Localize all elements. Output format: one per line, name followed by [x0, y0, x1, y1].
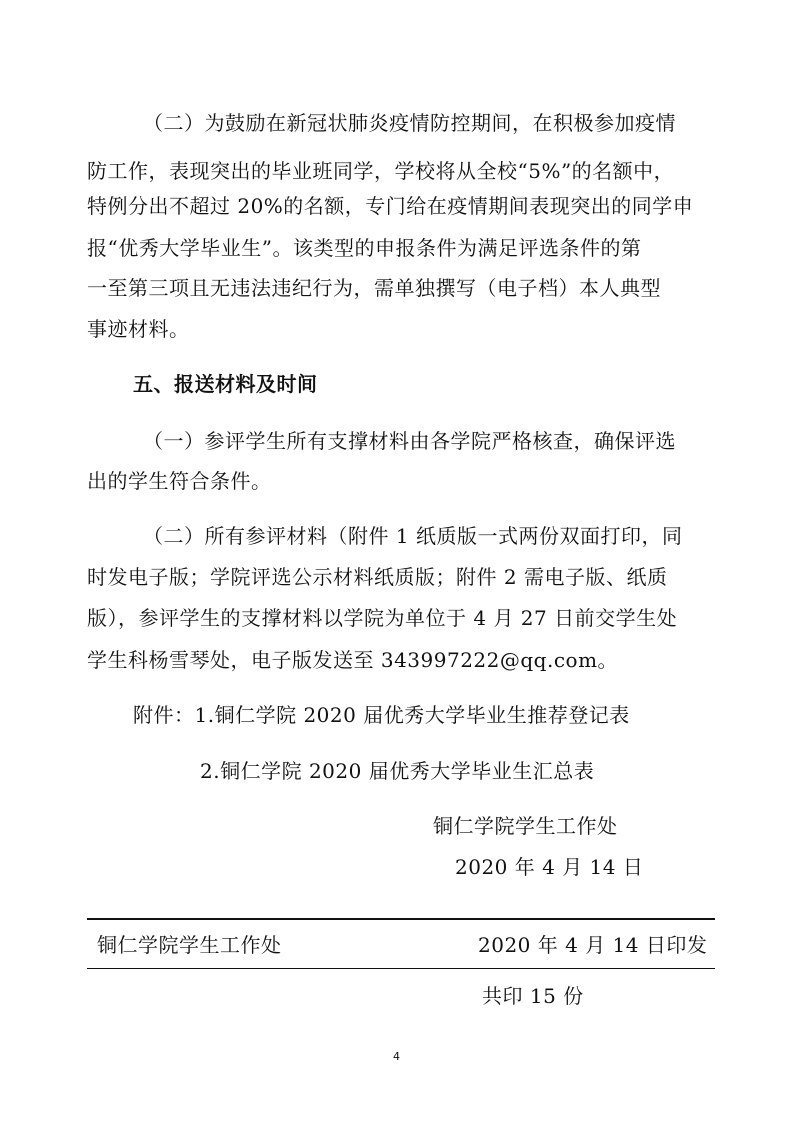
paragraph-line: 防工作，表现突出的毕业班同学，学校将从全校“5%”的名额中， — [87, 159, 675, 183]
paragraph-line: 出的学生符合条件。 — [87, 469, 272, 493]
paragraph-line: 报“优秀大学毕业生”。该类型的申报条件为满足评选条件的第 — [87, 236, 642, 260]
paragraph-line: 特例分出不超过 20%的名额，专门给在疫情期间表现突出的同学申 — [87, 194, 694, 218]
page-number: 4 — [393, 1050, 400, 1063]
signature-organization: 铜仁学院学生工作处 — [433, 814, 618, 838]
paragraph-line: （一）参评学生所有支撑材料由各学院严格核查，确保评选 — [143, 429, 676, 453]
paragraph-line: 版），参评学生的支撑材料以学院为单位于 4 月 27 日前交学生处 — [87, 606, 678, 630]
footer-copies: 共印 15 份 — [482, 984, 584, 1008]
paragraph-line: （二）为鼓励在新冠状肺炎疫情防控期间，在积极参加疫情 — [143, 111, 676, 135]
paragraph-line: 事迹材料。 — [87, 317, 190, 341]
footer-rule-bottom — [87, 968, 715, 969]
signature-date: 2020 年 4 月 14 日 — [455, 855, 644, 879]
footer-issue-date: 2020 年 4 月 14 日印发 — [478, 933, 708, 957]
footer-rule-top — [87, 918, 715, 920]
section-heading: 五、报送材料及时间 — [133, 372, 318, 396]
paragraph-line: 学生科杨雪琴处，电子版发送至 343997222@qq.com。 — [87, 648, 619, 672]
paragraph-line: 时发电子版；学院评选公示材料纸质版；附件 2 需电子版、纸质 — [87, 565, 668, 589]
attachment-line: 附件：1.铜仁学院 2020 届优秀大学毕业生推荐登记表 — [133, 703, 630, 727]
attachment-line: 2.铜仁学院 2020 届优秀大学毕业生汇总表 — [200, 759, 595, 783]
paragraph-line: （二）所有参评材料（附件 1 纸质版一式两份双面打印，同 — [143, 524, 683, 548]
paragraph-line: 一至第三项且无违法违纪行为，需单独撰写（电子档）本人典型 — [87, 276, 661, 300]
footer-issuer: 铜仁学院学生工作处 — [97, 933, 282, 957]
